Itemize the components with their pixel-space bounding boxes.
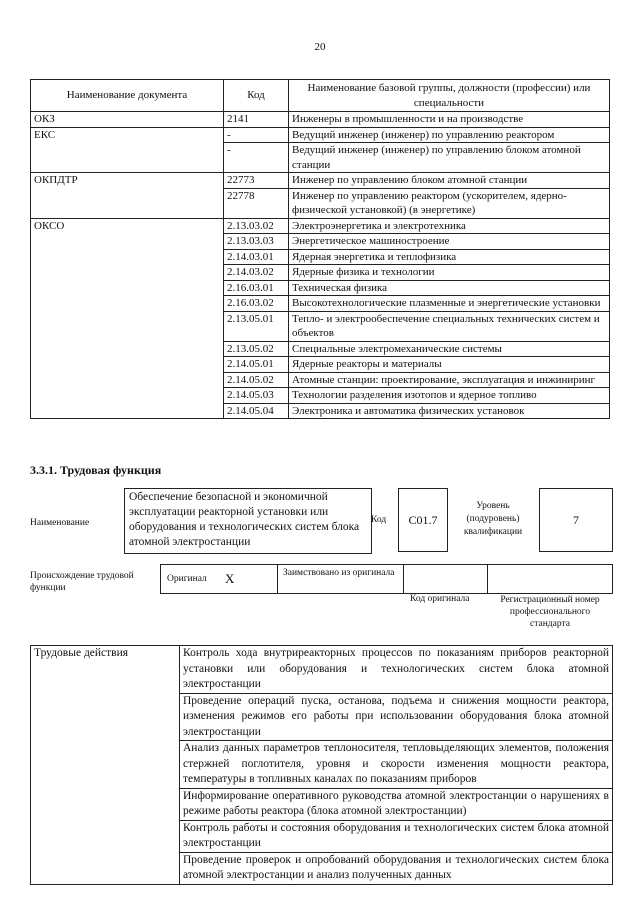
group-name-cell: Ядерные физика и технологии (289, 265, 610, 281)
level-label: Уровень (подуровень) квалификации (463, 501, 523, 537)
header-code: Код (224, 80, 289, 112)
document-codes-table (30, 79, 610, 419)
group-name-cell: Тепло- и электрообеспечение специальных технических систем и объектов (289, 311, 610, 341)
code-cell: 22778 (224, 188, 289, 218)
header-group-name: Наименование базовой группы, должности (профессии) или специальности (289, 80, 610, 112)
labor-actions-label: Трудовые действия (31, 646, 180, 885)
group-name-cell: Технологии разделения изотопов и ядерное топливо (289, 388, 610, 404)
code-cell: 2.14.05.01 (224, 357, 289, 373)
group-name-cell: Техническая физика (289, 280, 610, 296)
borrowed-label: Заимствовано из оригинала (283, 568, 395, 578)
doc-name-cell: ОКЗ (31, 112, 224, 128)
group-name-cell: Высокотехнологические плазменные и энергетические установки (289, 296, 610, 312)
table-row (31, 112, 610, 128)
group-name-cell: Инженеры в промышленности и на производстве (289, 112, 610, 128)
code-cell: 2.13.03.03 (224, 234, 289, 250)
table-row (31, 173, 610, 189)
table-header-row (31, 80, 610, 112)
code-cell: 2.16.03.01 (224, 280, 289, 296)
group-name-cell: Атомные станции: проектирование, эксплуатация и инжиниринг (289, 372, 610, 388)
origin-divider (487, 565, 488, 593)
doc-name-cell: ОКПДТР (31, 173, 224, 219)
group-name-cell: Инженер по управлению блоком атомной станции (289, 173, 610, 189)
group-name-cell: Ядерные реакторы и материалы (289, 357, 610, 373)
name-label: Наименование (30, 518, 90, 528)
code-cell: 22773 (224, 173, 289, 189)
group-name-cell: Специальные электромеханические системы (289, 341, 610, 357)
labor-action-item: Проведение проверок и опробований оборудования и технологических систем блока атомной электростанции и анализ полученных данных (180, 852, 613, 884)
code-cell: 2.14.05.04 (224, 403, 289, 419)
code-cell: - (224, 127, 289, 143)
labor-action-item: Информирование оперативного руководства атомной электростанции о нарушениях в режиме работы реактора (блока атомной электростанции) (180, 788, 613, 820)
table-row (31, 218, 610, 234)
code-cell: - (224, 143, 289, 173)
group-name-cell: Ведущий инженер (инженер) по управлению блоком атомной станции (289, 143, 610, 173)
labor-action-item: Проведение операций пуска, останова, подъема и снижения мощности реактора, изменения режимов его работы при использовании оборудования блока атомной электростанции (180, 693, 613, 741)
code-cell: 2.13.05.01 (224, 311, 289, 341)
group-name-cell: Энергетическое машиностроение (289, 234, 610, 250)
origin-label: Происхождение трудовой функции (30, 571, 134, 593)
code-cell: 2141 (224, 112, 289, 128)
header-doc-name: Наименование документа (31, 80, 224, 112)
original-label: Оригинал (167, 574, 207, 584)
group-name-cell: Электроэнергетика и электротехника (289, 218, 610, 234)
group-name-cell: Ведущий инженер (инженер) по управлению реактором (289, 127, 610, 143)
code-cell: 2.14.05.02 (224, 372, 289, 388)
labor-actions-table (30, 645, 613, 885)
level-value-box: 7 (539, 488, 613, 552)
labor-action-item: Контроль работы и состояния оборудования и технологических систем блока атомной электростанции (180, 820, 613, 852)
doc-name-cell: ЕКС (31, 127, 224, 173)
code-label: Код (371, 515, 387, 525)
group-name-cell: Инженер по управлению реактором (ускорителем, ядерно-физической установкой) (в энергетике) (289, 188, 610, 218)
function-code-box: C01.7 (398, 488, 448, 552)
code-original-label: Код оригинала (410, 594, 470, 604)
code-cell: 2.13.03.02 (224, 218, 289, 234)
origin-divider (403, 565, 404, 593)
doc-name-cell: ОКСО (31, 218, 224, 419)
origin-row (160, 564, 613, 594)
labor-action-item: Контроль хода внутриреакторных процессов по показаниям приборов реакторной установки или оборудования и технологических систем блока атомной электростанции (180, 646, 613, 694)
code-cell: 2.14.05.03 (224, 388, 289, 404)
table-row (31, 127, 610, 143)
code-cell: 2.16.03.02 (224, 296, 289, 312)
reg-number-label: Регистрационный номер профессионального стандарта (500, 595, 600, 629)
page-number: 20 (314, 41, 326, 53)
origin-divider (277, 565, 278, 593)
function-name-box: Обеспечение безопасной и экономичной эксплуатации реакторной установки или оборудования и технологических систем блока атомной электростанции (124, 488, 372, 554)
code-cell: 2.13.05.02 (224, 341, 289, 357)
group-name-cell: Ядерная энергетика и теплофизика (289, 249, 610, 265)
code-cell: 2.14.03.02 (224, 265, 289, 281)
group-name-cell: Электроника и автоматика физических установок (289, 403, 610, 419)
table-row (31, 646, 613, 694)
code-cell: 2.14.03.01 (224, 249, 289, 265)
section-title: 3.3.1. Трудовая функция (30, 463, 162, 477)
original-mark: X (225, 571, 235, 586)
labor-action-item: Анализ данных параметров теплоносителя, тепловыделяющих элементов, положения стержней поглотителя, уровня и скорости изменения мощности реактора, температуры в топливных каналах по показаниям приборов (180, 741, 613, 789)
